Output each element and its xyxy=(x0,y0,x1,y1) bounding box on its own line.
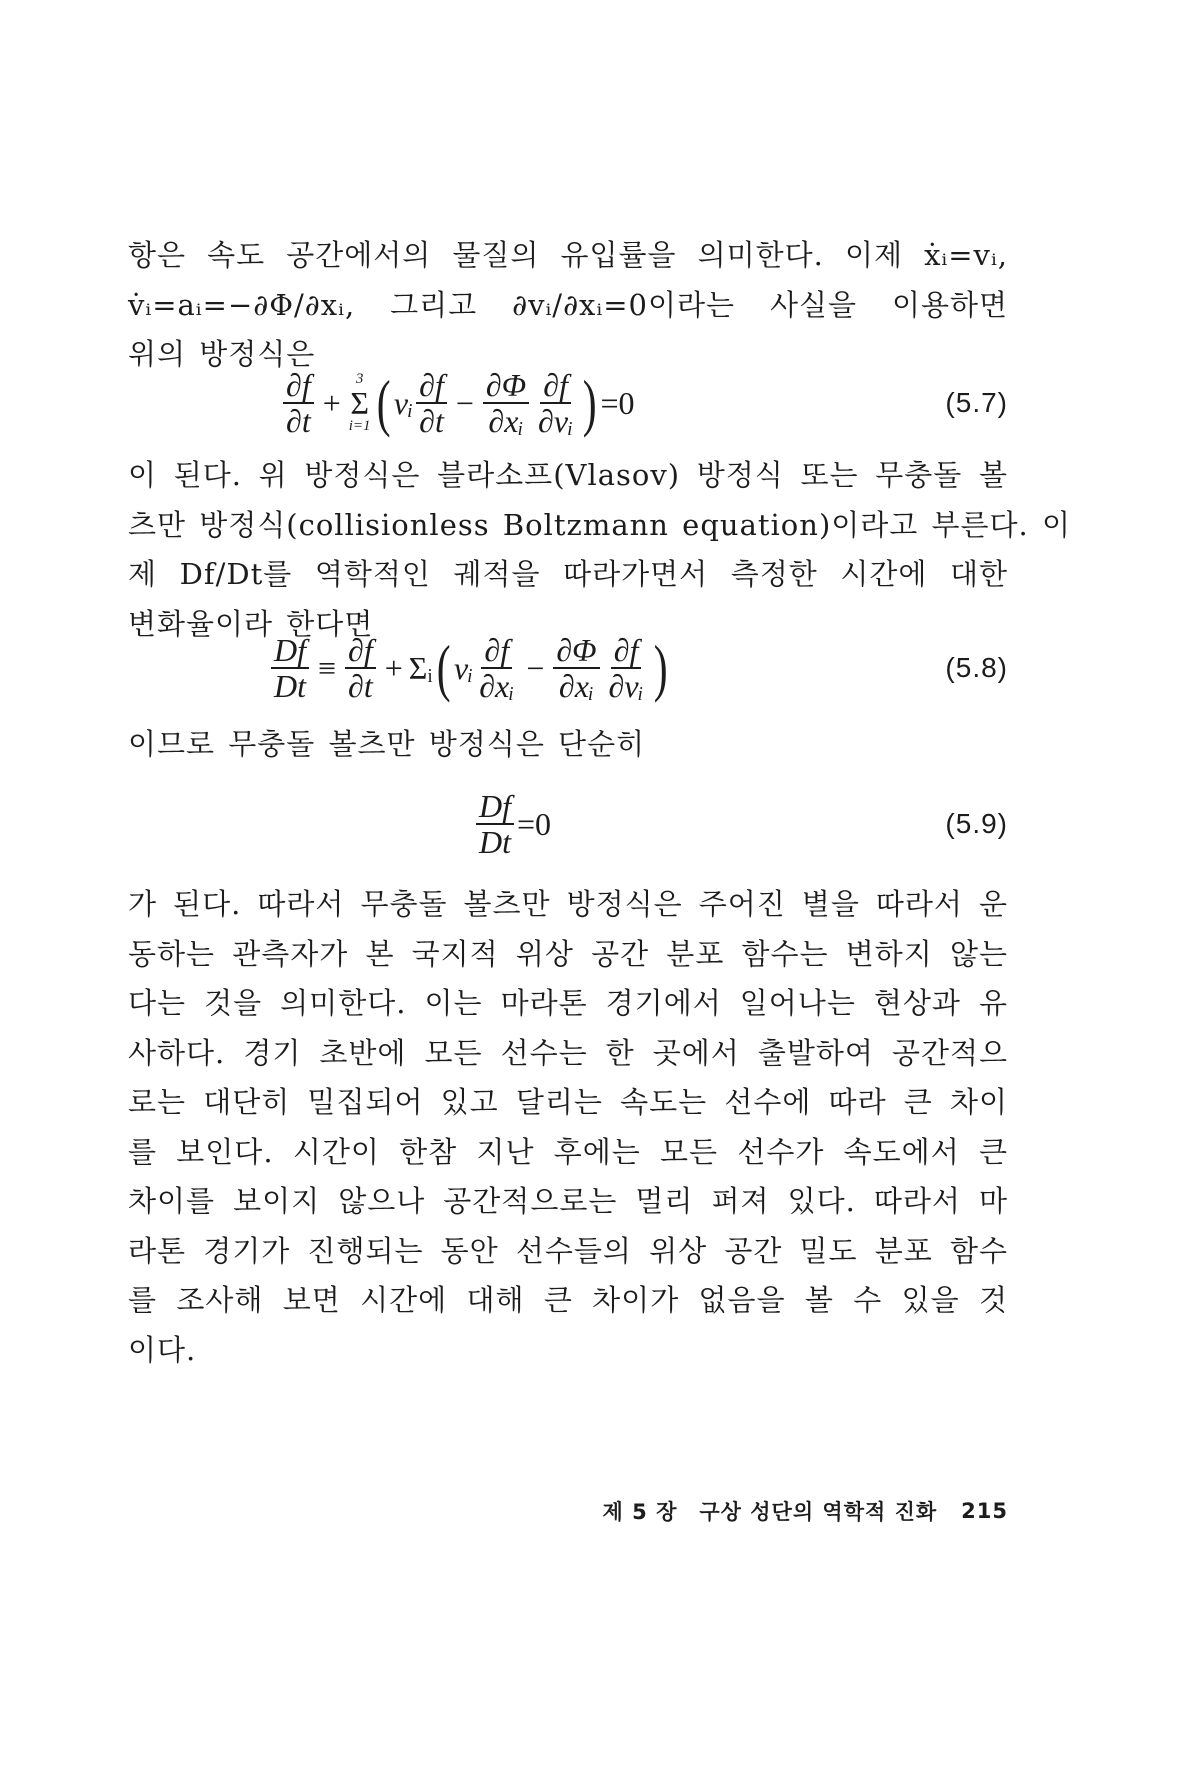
page-footer xyxy=(508,1491,1008,1531)
numerator: ∂f xyxy=(611,633,642,669)
paragraph-2 xyxy=(128,451,1072,649)
text-line: 이다. xyxy=(128,1332,197,1367)
paragraph-4 xyxy=(128,880,1008,1375)
text-line: 다는 것을 의미한다. 이는 마라톤 경기에서 일어나는 현상과 유 xyxy=(128,986,1008,1020)
denominator: ∂vᵢ xyxy=(538,403,574,439)
text-line: 츠만 방정식(collisionless Boltzmann equation)이라고 부른다. 이 xyxy=(128,507,1072,542)
sigma: Σᵢ xyxy=(408,649,433,686)
equation-5-7 xyxy=(128,358,1008,448)
text-line: 제 Df/Dt를 역학적인 궤적을 따라가면서 측정한 시간에 대한 xyxy=(128,557,1008,591)
sum-lower-limit: i=1 xyxy=(348,418,371,434)
text-line: 라톤 경기가 진행되는 동안 선수들의 위상 공간 밀도 분포 함수 xyxy=(128,1233,1008,1268)
numerator: Df xyxy=(271,633,309,669)
denominator: ∂xᵢ xyxy=(558,668,594,704)
fraction xyxy=(416,368,447,438)
equation-number: (5.7) xyxy=(945,387,1008,418)
fraction xyxy=(345,633,376,703)
text-line: 를 보인다. 시간이 한참 지난 후에는 모든 선수가 속도에서 큰 xyxy=(128,1134,1008,1169)
text-line: 변화율이라 한다면 xyxy=(128,606,374,641)
equation-5-9 xyxy=(128,779,1008,869)
denominator: ∂t xyxy=(286,403,311,439)
right-paren: ) xyxy=(582,367,597,438)
text-line: v̇ᵢ=aᵢ=−∂Φ/∂xᵢ, 그리고 ∂vᵢ/∂xᵢ=0이라는 사실을 이용하면 xyxy=(128,287,1008,322)
left-paren: ( xyxy=(376,367,391,438)
numerator: ∂f xyxy=(540,368,571,404)
right-paren: ) xyxy=(653,632,668,703)
text-line: 사하다. 경기 초반에 모든 선수는 한 곳에서 출발하여 공간적으 xyxy=(128,1035,1008,1070)
text-line: 이므로 무충돌 볼츠만 방정식은 단순히 xyxy=(128,727,646,761)
sigma: Σ xyxy=(350,385,369,421)
summation xyxy=(349,372,371,434)
fraction xyxy=(283,368,314,438)
numerator: ∂f xyxy=(345,633,376,669)
text-line: 위의 방정식은 xyxy=(128,337,316,371)
variable-v: vᵢ xyxy=(393,384,414,421)
equiv-sign: ≡ xyxy=(318,649,337,686)
text-line: 가 된다. 따라서 무충돌 볼츠만 방정식은 주어진 별을 따라서 운 xyxy=(128,887,1008,921)
denominator: ∂xᵢ xyxy=(488,403,524,439)
text-line: 이 된다. 위 방정식은 블라소프(Vlasov) 방정식 또는 무충돌 볼 xyxy=(128,458,1008,492)
equals-zero: =0 xyxy=(600,384,635,421)
equation-number: (5.9) xyxy=(945,808,1008,839)
fraction xyxy=(535,368,576,438)
equation-formula xyxy=(473,779,551,869)
equation-5-8 xyxy=(128,623,1008,713)
text-line: 를 조사해 보면 시간에 대해 큰 차이가 없음을 볼 수 있을 것 xyxy=(128,1283,1008,1317)
text-line: 로는 대단히 밀집되어 있고 달리는 속도는 선수에 따라 큰 차이 xyxy=(128,1085,1008,1119)
numerator: Df xyxy=(476,789,514,825)
text-line: 동하는 관측자가 본 국지적 위상 공간 분포 함수는 변하지 않는 xyxy=(128,936,1008,971)
page-number: 215 xyxy=(961,1499,1008,1523)
left-paren: ( xyxy=(436,632,451,703)
numerator: ∂Φ xyxy=(553,633,599,669)
minus-sign: − xyxy=(455,384,474,421)
denominator: ∂vᵢ xyxy=(608,668,644,704)
plus-sign: + xyxy=(384,649,403,686)
denominator: Dt xyxy=(479,824,511,860)
fraction xyxy=(553,633,599,703)
numerator: ∂f xyxy=(283,368,314,404)
denominator: ∂xᵢ xyxy=(479,668,515,704)
numerator: ∂f xyxy=(481,633,512,669)
denominator: ∂t xyxy=(348,668,373,704)
chapter-title: 구상 성단의 역학적 진화 xyxy=(699,1500,938,1524)
sum-upper-limit: 3 xyxy=(355,371,364,387)
paragraph-3 xyxy=(128,720,1008,770)
text-line: 항은 속도 공간에서의 물질의 유입률을 의미한다. 이제 ẋᵢ=vᵢ, xyxy=(128,238,1008,272)
chapter-label: 제 5 장 xyxy=(602,1500,678,1524)
variable-v: vᵢ xyxy=(453,649,474,686)
fraction xyxy=(606,633,647,703)
numerator: ∂f xyxy=(416,368,447,404)
fraction xyxy=(271,633,309,703)
denominator: Dt xyxy=(274,668,306,704)
fraction xyxy=(476,789,514,859)
text-line: 차이를 보이지 않으나 공간적으로는 멀리 퍼져 있다. 따라서 마 xyxy=(128,1184,1008,1218)
equals-zero: =0 xyxy=(517,805,552,842)
equation-number: (5.8) xyxy=(945,652,1008,683)
plus-sign: + xyxy=(322,384,341,421)
numerator: ∂Φ xyxy=(483,368,529,404)
fraction xyxy=(483,368,529,438)
denominator: ∂t xyxy=(419,403,444,439)
fraction xyxy=(476,633,517,703)
minus-sign: − xyxy=(526,649,545,686)
equation-formula xyxy=(268,623,671,713)
equation-formula xyxy=(280,358,634,448)
